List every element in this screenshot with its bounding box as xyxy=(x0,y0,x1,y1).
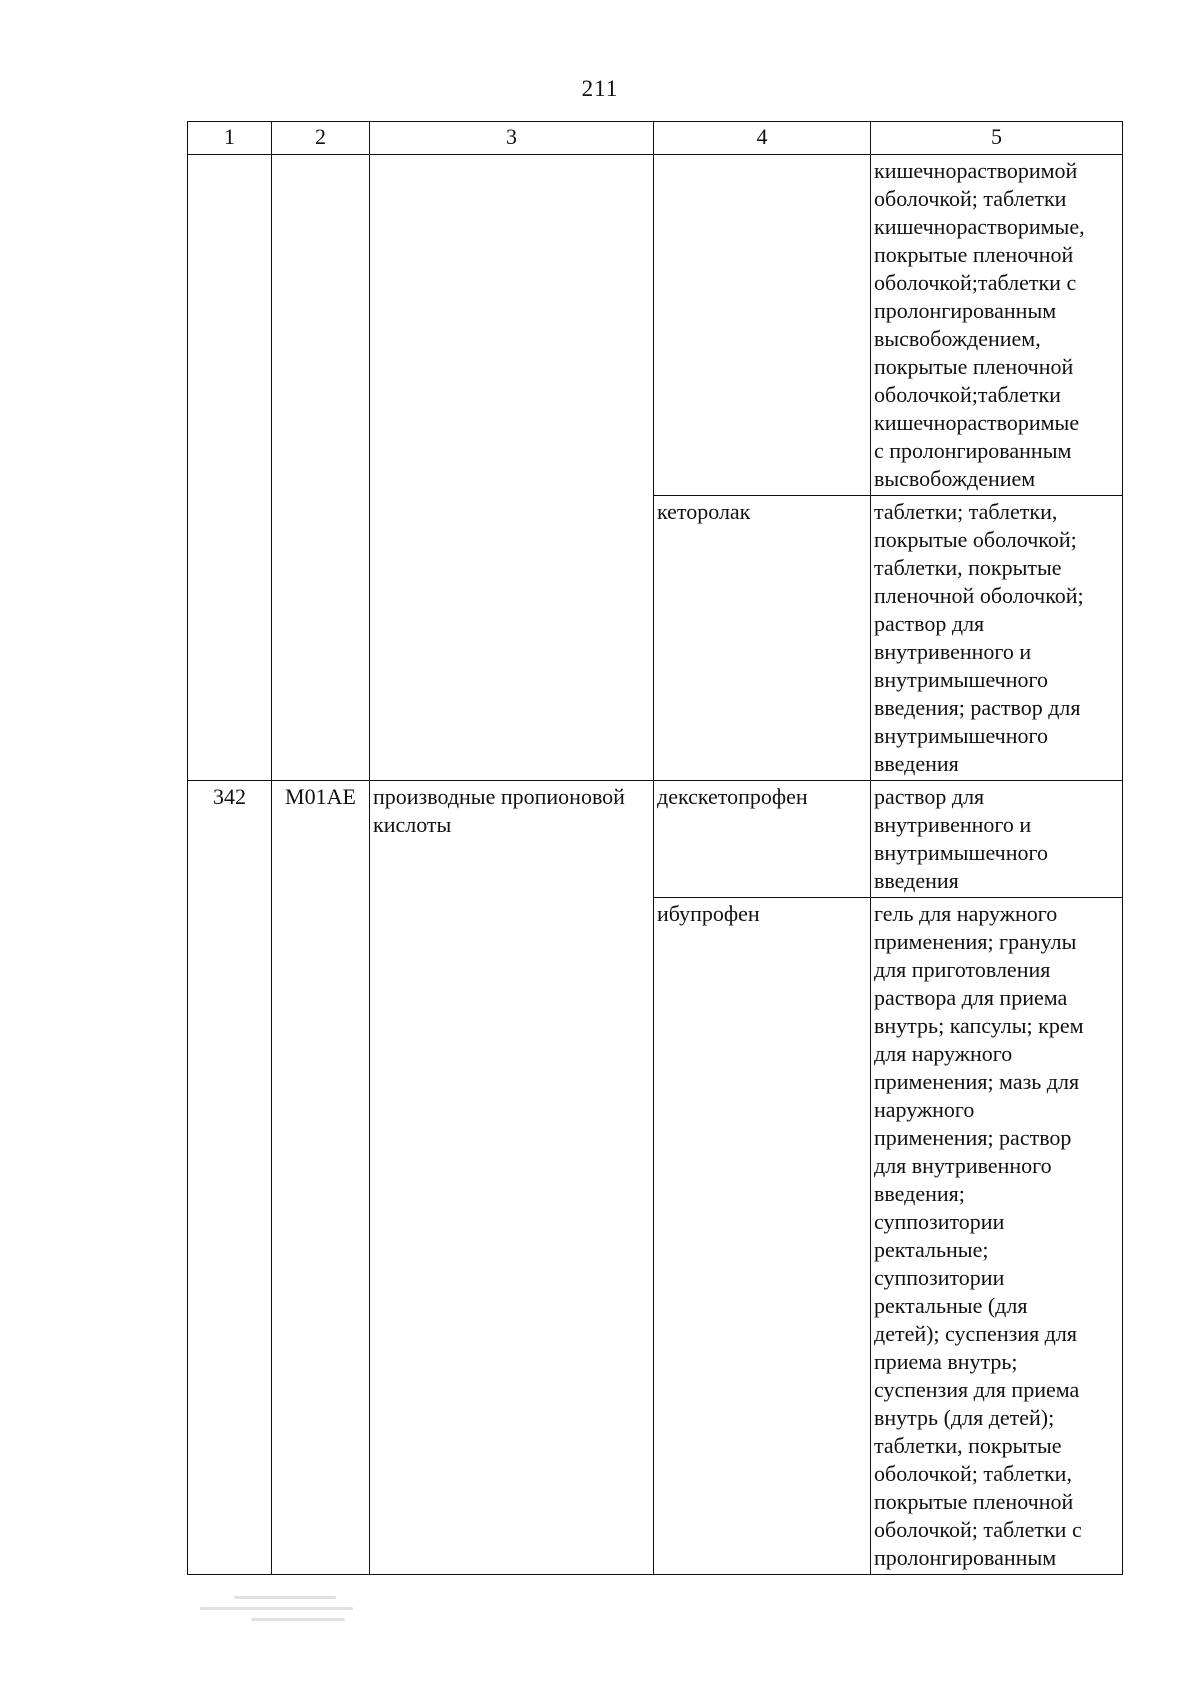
cell-group-empty xyxy=(370,155,654,781)
header-col-2: 2 xyxy=(272,122,370,155)
header-col-1: 1 xyxy=(188,122,272,155)
page-number: 211 xyxy=(581,76,619,101)
cell-forms: таблетки; таблетки, покрытые оболочкой; таблетки, покрытые пленочной оболочкой; раствор для внутривенного и внутримышечного введения; раствор для внутримышечного введения xyxy=(871,496,1123,781)
cell-forms: кишечнорастворимой оболочкой; таблетки кишечнорастворимые, покрытые пленочной оболочкой;таблетки с пролонгированным высвобождением, покрытые пленочной оболочкой;таблетки кишечнорастворимые с пролонгированным высвобождением xyxy=(871,155,1123,496)
table-header-row xyxy=(188,122,1123,155)
cell-code: M01AE xyxy=(272,781,370,1575)
cell-drug-empty xyxy=(654,155,871,496)
table-row xyxy=(188,781,1123,898)
cell-forms: гель для наружного применения; гранулы для приготовления раствора для приема внутрь; капсулы; крем для наружного применения; мазь для наружного применения; раствор для внутривенного введения; суппозитории ректальные; суппозитории ректальные (для детей); суспензия для приема внутрь; суспензия для приема внутрь (для детей); таблетки, покрытые оболочкой; таблетки, покрытые пленочной оболочкой; таблетки с пролонгированным xyxy=(871,898,1123,1575)
cell-drug-name: декскетопрофен xyxy=(654,781,871,898)
header-col-5: 5 xyxy=(871,122,1123,155)
cell-forms: раствор для внутривенного и внутримышечного введения xyxy=(871,781,1123,898)
cell-drug-name: кеторолак xyxy=(654,496,871,781)
cell-drug-name: ибупрофен xyxy=(654,898,871,1575)
faded-stamp-mark xyxy=(200,1596,370,1646)
header-col-3: 3 xyxy=(370,122,654,155)
cell-number-empty xyxy=(188,155,272,781)
cell-number: 342 xyxy=(188,781,272,1575)
table-row xyxy=(188,155,1123,496)
header-col-4: 4 xyxy=(654,122,871,155)
cell-code-empty xyxy=(272,155,370,781)
drug-table xyxy=(187,121,1123,1575)
cell-group-name: производные пропионовой кислоты xyxy=(370,781,654,1575)
